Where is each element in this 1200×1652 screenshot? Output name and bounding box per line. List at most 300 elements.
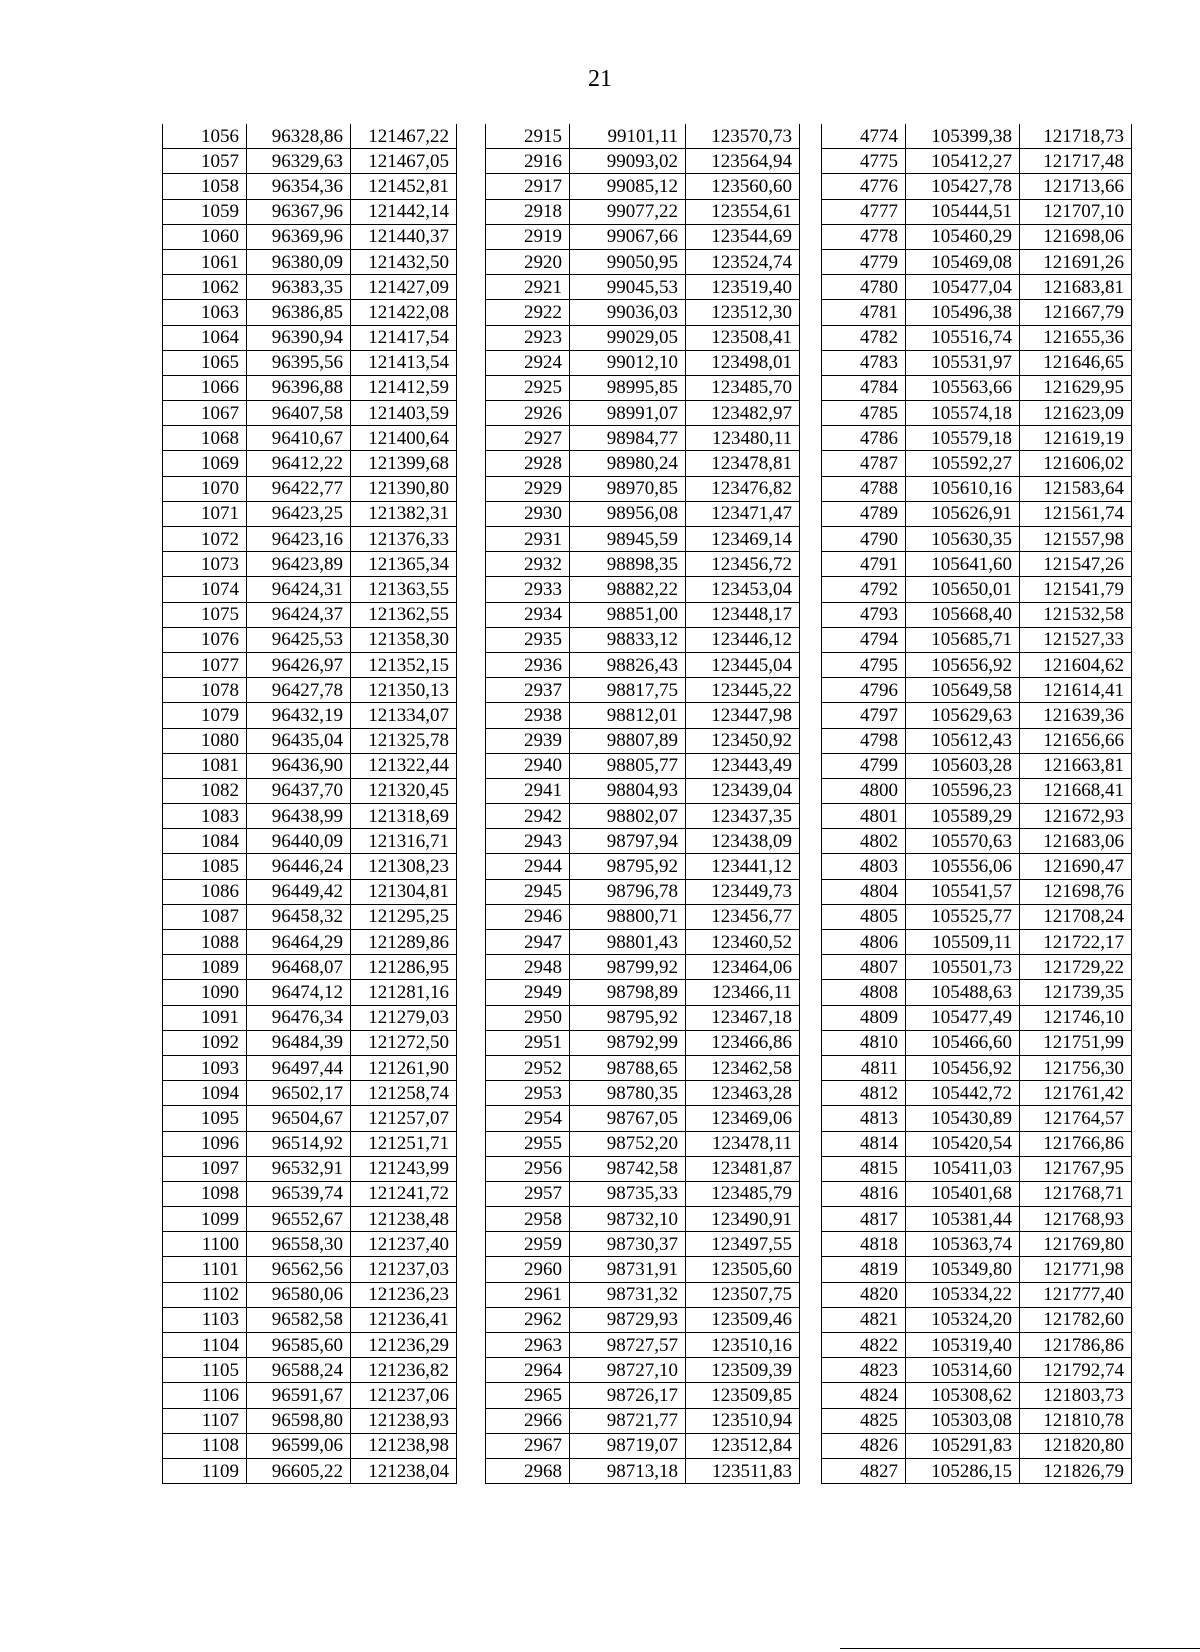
x-coordinate-cell: 98767,05 [570,1106,686,1131]
point-number-cell: 1087 [163,904,247,929]
x-coordinate-cell: 98802,07 [570,804,686,829]
point-number-cell: 2926 [486,401,570,426]
x-coordinate-cell: 105630,35 [906,527,1020,552]
point-number-cell: 4779 [822,249,906,274]
coordinates-table-right [821,124,1132,1484]
table-row [486,199,800,224]
y-coordinate-cell: 121771,98 [1020,1257,1132,1282]
table-row [822,577,1132,602]
point-number-cell: 1085 [163,854,247,879]
y-coordinate-cell: 121672,93 [1020,804,1132,829]
x-coordinate-cell: 98970,85 [570,476,686,501]
point-number-cell: 4808 [822,980,906,1005]
table-row [486,275,800,300]
table-row [163,1383,457,1408]
point-number-cell: 4809 [822,1005,906,1030]
y-coordinate-cell: 121810,78 [1020,1408,1132,1433]
point-number-cell: 2923 [486,325,570,350]
x-coordinate-cell: 99029,05 [570,325,686,350]
point-number-cell: 2925 [486,375,570,400]
table-row [822,854,1132,879]
y-coordinate-cell: 121777,40 [1020,1282,1132,1307]
table-row [486,703,800,728]
x-coordinate-cell: 98817,75 [570,678,686,703]
y-coordinate-cell: 121376,33 [351,527,457,552]
x-coordinate-cell: 96425,53 [247,627,351,652]
point-number-cell: 4793 [822,602,906,627]
y-coordinate-cell: 121655,36 [1020,325,1132,350]
table-row [822,804,1132,829]
y-coordinate-cell: 121527,33 [1020,627,1132,652]
y-coordinate-cell: 121541,79 [1020,577,1132,602]
table-row [163,325,457,350]
point-number-cell: 2931 [486,527,570,552]
y-coordinate-cell: 121400,64 [351,426,457,451]
x-coordinate-cell: 98833,12 [570,627,686,652]
x-coordinate-cell: 105685,71 [906,627,1020,652]
y-coordinate-cell: 121769,80 [1020,1232,1132,1257]
y-coordinate-cell: 121713,66 [1020,174,1132,199]
x-coordinate-cell: 98752,20 [570,1131,686,1156]
point-number-cell: 2934 [486,602,570,627]
y-coordinate-cell: 123498,01 [686,350,800,375]
table-row [486,829,800,854]
point-number-cell: 1071 [163,501,247,526]
y-coordinate-cell: 121237,06 [351,1383,457,1408]
x-coordinate-cell: 96449,42 [247,879,351,904]
y-coordinate-cell: 121467,05 [351,149,457,174]
point-number-cell: 1066 [163,375,247,400]
table-row [163,980,457,1005]
y-coordinate-cell: 123443,49 [686,753,800,778]
x-coordinate-cell: 96426,97 [247,652,351,677]
x-coordinate-cell: 96474,12 [247,980,351,1005]
table-row [163,275,457,300]
point-number-cell: 2968 [486,1458,570,1483]
table-row [822,1106,1132,1131]
point-number-cell: 2951 [486,1030,570,1055]
x-coordinate-cell: 96412,22 [247,451,351,476]
y-coordinate-cell: 121698,06 [1020,224,1132,249]
table-row [486,1181,800,1206]
table-row [822,602,1132,627]
point-number-cell: 2916 [486,149,570,174]
y-coordinate-cell: 123480,11 [686,426,800,451]
x-coordinate-cell: 96436,90 [247,753,351,778]
x-coordinate-cell: 105469,08 [906,249,1020,274]
table-row [163,930,457,955]
x-coordinate-cell: 98807,89 [570,728,686,753]
table-row [822,124,1132,149]
table-row [822,1232,1132,1257]
table-row [163,1156,457,1181]
x-coordinate-cell: 98851,00 [570,602,686,627]
y-coordinate-cell: 121403,59 [351,401,457,426]
y-coordinate-cell: 121440,37 [351,224,457,249]
y-coordinate-cell: 123478,81 [686,451,800,476]
y-coordinate-cell: 121362,55 [351,602,457,627]
table-row [822,174,1132,199]
x-coordinate-cell: 105430,89 [906,1106,1020,1131]
point-number-cell: 2937 [486,678,570,703]
point-number-cell: 2918 [486,199,570,224]
y-coordinate-cell: 121238,93 [351,1408,457,1433]
x-coordinate-cell: 98731,91 [570,1257,686,1282]
x-coordinate-cell: 98882,22 [570,577,686,602]
y-coordinate-cell: 121295,25 [351,904,457,929]
y-coordinate-cell: 123466,11 [686,980,800,1005]
table-row [822,980,1132,1005]
x-coordinate-cell: 105579,18 [906,426,1020,451]
x-coordinate-cell: 96407,58 [247,401,351,426]
point-number-cell: 2941 [486,778,570,803]
x-coordinate-cell: 99050,95 [570,249,686,274]
y-coordinate-cell: 121532,58 [1020,602,1132,627]
point-number-cell: 1060 [163,224,247,249]
y-coordinate-cell: 123560,60 [686,174,800,199]
point-number-cell: 1097 [163,1156,247,1181]
x-coordinate-cell: 105334,22 [906,1282,1020,1307]
point-number-cell: 1081 [163,753,247,778]
x-coordinate-cell: 96423,89 [247,552,351,577]
table-row [486,1081,800,1106]
y-coordinate-cell: 123448,17 [686,602,800,627]
page-number: 21 [588,66,612,92]
x-coordinate-cell: 105668,40 [906,602,1020,627]
table-row [822,375,1132,400]
y-coordinate-cell: 121761,42 [1020,1081,1132,1106]
table-row [163,728,457,753]
x-coordinate-cell: 96591,67 [247,1383,351,1408]
table-row [163,904,457,929]
y-coordinate-cell: 121717,48 [1020,149,1132,174]
x-coordinate-cell: 98800,71 [570,904,686,929]
x-coordinate-cell: 98798,89 [570,980,686,1005]
point-number-cell: 2921 [486,275,570,300]
table-row [163,778,457,803]
x-coordinate-cell: 105411,03 [906,1156,1020,1181]
coordinates-table-left [162,124,457,1484]
point-number-cell: 1065 [163,350,247,375]
point-number-cell: 4780 [822,275,906,300]
table-row [822,955,1132,980]
table-row [163,1081,457,1106]
x-coordinate-cell: 98742,58 [570,1156,686,1181]
x-coordinate-cell: 98795,92 [570,1005,686,1030]
point-number-cell: 4810 [822,1030,906,1055]
x-coordinate-cell: 105286,15 [906,1458,1020,1483]
y-coordinate-cell: 121241,72 [351,1181,457,1206]
point-number-cell: 4822 [822,1333,906,1358]
x-coordinate-cell: 96380,09 [247,249,351,274]
table-row [486,124,800,149]
x-coordinate-cell: 98797,94 [570,829,686,854]
table-row [486,1156,800,1181]
table-row [822,753,1132,778]
x-coordinate-cell: 105596,23 [906,778,1020,803]
x-coordinate-cell: 105501,73 [906,955,1020,980]
y-coordinate-cell: 121237,40 [351,1232,457,1257]
point-number-cell: 4823 [822,1358,906,1383]
x-coordinate-cell: 105308,62 [906,1383,1020,1408]
x-coordinate-cell: 96539,74 [247,1181,351,1206]
y-coordinate-cell: 121286,95 [351,955,457,980]
point-number-cell: 4806 [822,930,906,955]
table-row [163,501,457,526]
y-coordinate-cell: 121257,07 [351,1106,457,1131]
x-coordinate-cell: 105442,72 [906,1081,1020,1106]
table-row [486,778,800,803]
point-number-cell: 2936 [486,652,570,677]
point-number-cell: 1077 [163,652,247,677]
point-number-cell: 1067 [163,401,247,426]
table-row [486,375,800,400]
table-row [486,955,800,980]
x-coordinate-cell: 98730,37 [570,1232,686,1257]
y-coordinate-cell: 123476,82 [686,476,800,501]
x-coordinate-cell: 105412,27 [906,149,1020,174]
table-row [486,1333,800,1358]
y-coordinate-cell: 121604,62 [1020,652,1132,677]
y-coordinate-cell: 121452,81 [351,174,457,199]
point-number-cell: 2915 [486,124,570,149]
point-number-cell: 4825 [822,1408,906,1433]
table-row [163,476,457,501]
table-row [822,325,1132,350]
x-coordinate-cell: 105477,49 [906,1005,1020,1030]
y-coordinate-cell: 121432,50 [351,249,457,274]
point-number-cell: 4803 [822,854,906,879]
x-coordinate-cell: 105610,16 [906,476,1020,501]
x-coordinate-cell: 96424,37 [247,602,351,627]
table-row [822,224,1132,249]
point-number-cell: 1094 [163,1081,247,1106]
x-coordinate-cell: 105649,58 [906,678,1020,703]
x-coordinate-cell: 105574,18 [906,401,1020,426]
y-coordinate-cell: 121820,80 [1020,1433,1132,1458]
y-coordinate-cell: 121318,69 [351,804,457,829]
point-number-cell: 2938 [486,703,570,728]
y-coordinate-cell: 123462,58 [686,1055,800,1080]
x-coordinate-cell: 96476,34 [247,1005,351,1030]
point-number-cell: 1099 [163,1207,247,1232]
table-row [822,778,1132,803]
y-coordinate-cell: 121663,81 [1020,753,1132,778]
x-coordinate-cell: 96458,32 [247,904,351,929]
x-coordinate-cell: 105509,11 [906,930,1020,955]
x-coordinate-cell: 98719,07 [570,1433,686,1458]
y-coordinate-cell: 121583,64 [1020,476,1132,501]
point-number-cell: 1080 [163,728,247,753]
table-row [163,401,457,426]
x-coordinate-cell: 98729,93 [570,1307,686,1332]
point-number-cell: 4802 [822,829,906,854]
table-row [163,375,457,400]
x-coordinate-cell: 96367,96 [247,199,351,224]
point-number-cell: 2955 [486,1131,570,1156]
table-row [486,426,800,451]
y-coordinate-cell: 121683,06 [1020,829,1132,854]
y-coordinate-cell: 123438,09 [686,829,800,854]
point-number-cell: 1056 [163,124,247,149]
point-number-cell: 4807 [822,955,906,980]
table-row [163,627,457,652]
x-coordinate-cell: 98801,43 [570,930,686,955]
y-coordinate-cell: 121325,78 [351,728,457,753]
x-coordinate-cell: 105401,68 [906,1181,1020,1206]
table-row [163,1055,457,1080]
table-row [163,1181,457,1206]
x-coordinate-cell: 105319,40 [906,1333,1020,1358]
y-coordinate-cell: 121786,86 [1020,1333,1132,1358]
y-coordinate-cell: 121258,74 [351,1081,457,1106]
y-coordinate-cell: 121236,23 [351,1282,457,1307]
y-coordinate-cell: 121427,09 [351,275,457,300]
point-number-cell: 1082 [163,778,247,803]
x-coordinate-cell: 96438,99 [247,804,351,829]
point-number-cell: 2963 [486,1333,570,1358]
y-coordinate-cell: 123497,55 [686,1232,800,1257]
y-coordinate-cell: 121279,03 [351,1005,457,1030]
point-number-cell: 2924 [486,350,570,375]
y-coordinate-cell: 121561,74 [1020,501,1132,526]
x-coordinate-cell: 96514,92 [247,1131,351,1156]
table-row [163,426,457,451]
table-row [486,401,800,426]
point-number-cell: 4788 [822,476,906,501]
point-number-cell: 1086 [163,879,247,904]
x-coordinate-cell: 105427,78 [906,174,1020,199]
table-row [822,1433,1132,1458]
table-row [822,1181,1132,1206]
point-number-cell: 1107 [163,1408,247,1433]
y-coordinate-cell: 123456,77 [686,904,800,929]
point-number-cell: 2945 [486,879,570,904]
y-coordinate-cell: 121768,93 [1020,1207,1132,1232]
y-coordinate-cell: 121707,10 [1020,199,1132,224]
x-coordinate-cell: 105466,60 [906,1030,1020,1055]
table-row [822,1156,1132,1181]
y-coordinate-cell: 123524,74 [686,249,800,274]
y-coordinate-cell: 121304,81 [351,879,457,904]
point-number-cell: 2939 [486,728,570,753]
y-coordinate-cell: 121756,30 [1020,1055,1132,1080]
point-number-cell: 4777 [822,199,906,224]
table-row [822,627,1132,652]
y-coordinate-cell: 121350,13 [351,678,457,703]
table-row [822,199,1132,224]
point-number-cell: 4816 [822,1181,906,1206]
y-coordinate-cell: 123509,46 [686,1307,800,1332]
point-number-cell: 1092 [163,1030,247,1055]
y-coordinate-cell: 123441,12 [686,854,800,879]
y-coordinate-cell: 121442,14 [351,199,457,224]
table-row [486,149,800,174]
x-coordinate-cell: 99085,12 [570,174,686,199]
y-coordinate-cell: 123510,16 [686,1333,800,1358]
y-coordinate-cell: 121363,55 [351,577,457,602]
point-number-cell: 1068 [163,426,247,451]
table-row [163,1408,457,1433]
table-row [163,854,457,879]
point-number-cell: 2946 [486,904,570,929]
x-coordinate-cell: 105531,97 [906,350,1020,375]
x-coordinate-cell: 105399,38 [906,124,1020,149]
table-row [822,728,1132,753]
y-coordinate-cell: 121390,80 [351,476,457,501]
table-row [163,1333,457,1358]
table-row [822,1307,1132,1332]
x-coordinate-cell: 105314,60 [906,1358,1020,1383]
table-row [486,728,800,753]
y-coordinate-cell: 123485,79 [686,1181,800,1206]
table-row [486,652,800,677]
y-coordinate-cell: 121422,08 [351,300,457,325]
point-number-cell: 2948 [486,955,570,980]
y-coordinate-cell: 123466,86 [686,1030,800,1055]
point-number-cell: 1075 [163,602,247,627]
y-coordinate-cell: 121729,22 [1020,955,1132,980]
table-row [486,476,800,501]
x-coordinate-cell: 96395,56 [247,350,351,375]
point-number-cell: 2959 [486,1232,570,1257]
table-row [822,527,1132,552]
x-coordinate-cell: 99036,03 [570,300,686,325]
point-number-cell: 1089 [163,955,247,980]
point-number-cell: 1105 [163,1358,247,1383]
point-number-cell: 1090 [163,980,247,1005]
table-row [486,552,800,577]
x-coordinate-cell: 96396,88 [247,375,351,400]
x-coordinate-cell: 105363,74 [906,1232,1020,1257]
point-number-cell: 4826 [822,1433,906,1458]
x-coordinate-cell: 98721,77 [570,1408,686,1433]
x-coordinate-cell: 96502,17 [247,1081,351,1106]
y-coordinate-cell: 121238,98 [351,1433,457,1458]
point-number-cell: 2933 [486,577,570,602]
table-row [163,1131,457,1156]
x-coordinate-cell: 98805,77 [570,753,686,778]
point-number-cell: 2966 [486,1408,570,1433]
x-coordinate-cell: 96580,06 [247,1282,351,1307]
point-number-cell: 1063 [163,300,247,325]
x-coordinate-cell: 98812,01 [570,703,686,728]
y-coordinate-cell: 121683,81 [1020,275,1132,300]
x-coordinate-cell: 98796,78 [570,879,686,904]
point-number-cell: 1093 [163,1055,247,1080]
point-number-cell: 4814 [822,1131,906,1156]
x-coordinate-cell: 105477,04 [906,275,1020,300]
point-number-cell: 1091 [163,1005,247,1030]
y-coordinate-cell: 121826,79 [1020,1458,1132,1483]
point-number-cell: 1079 [163,703,247,728]
x-coordinate-cell: 98788,65 [570,1055,686,1080]
y-coordinate-cell: 121251,71 [351,1131,457,1156]
x-coordinate-cell: 96585,60 [247,1333,351,1358]
x-coordinate-cell: 105656,92 [906,652,1020,677]
x-coordinate-cell: 96582,58 [247,1307,351,1332]
point-number-cell: 2917 [486,174,570,199]
point-number-cell: 4775 [822,149,906,174]
table-row [822,476,1132,501]
table-row [486,879,800,904]
x-coordinate-cell: 96446,24 [247,854,351,879]
y-coordinate-cell: 121639,36 [1020,703,1132,728]
table-row [486,501,800,526]
x-coordinate-cell: 99093,02 [570,149,686,174]
table-row [822,552,1132,577]
point-number-cell: 2919 [486,224,570,249]
